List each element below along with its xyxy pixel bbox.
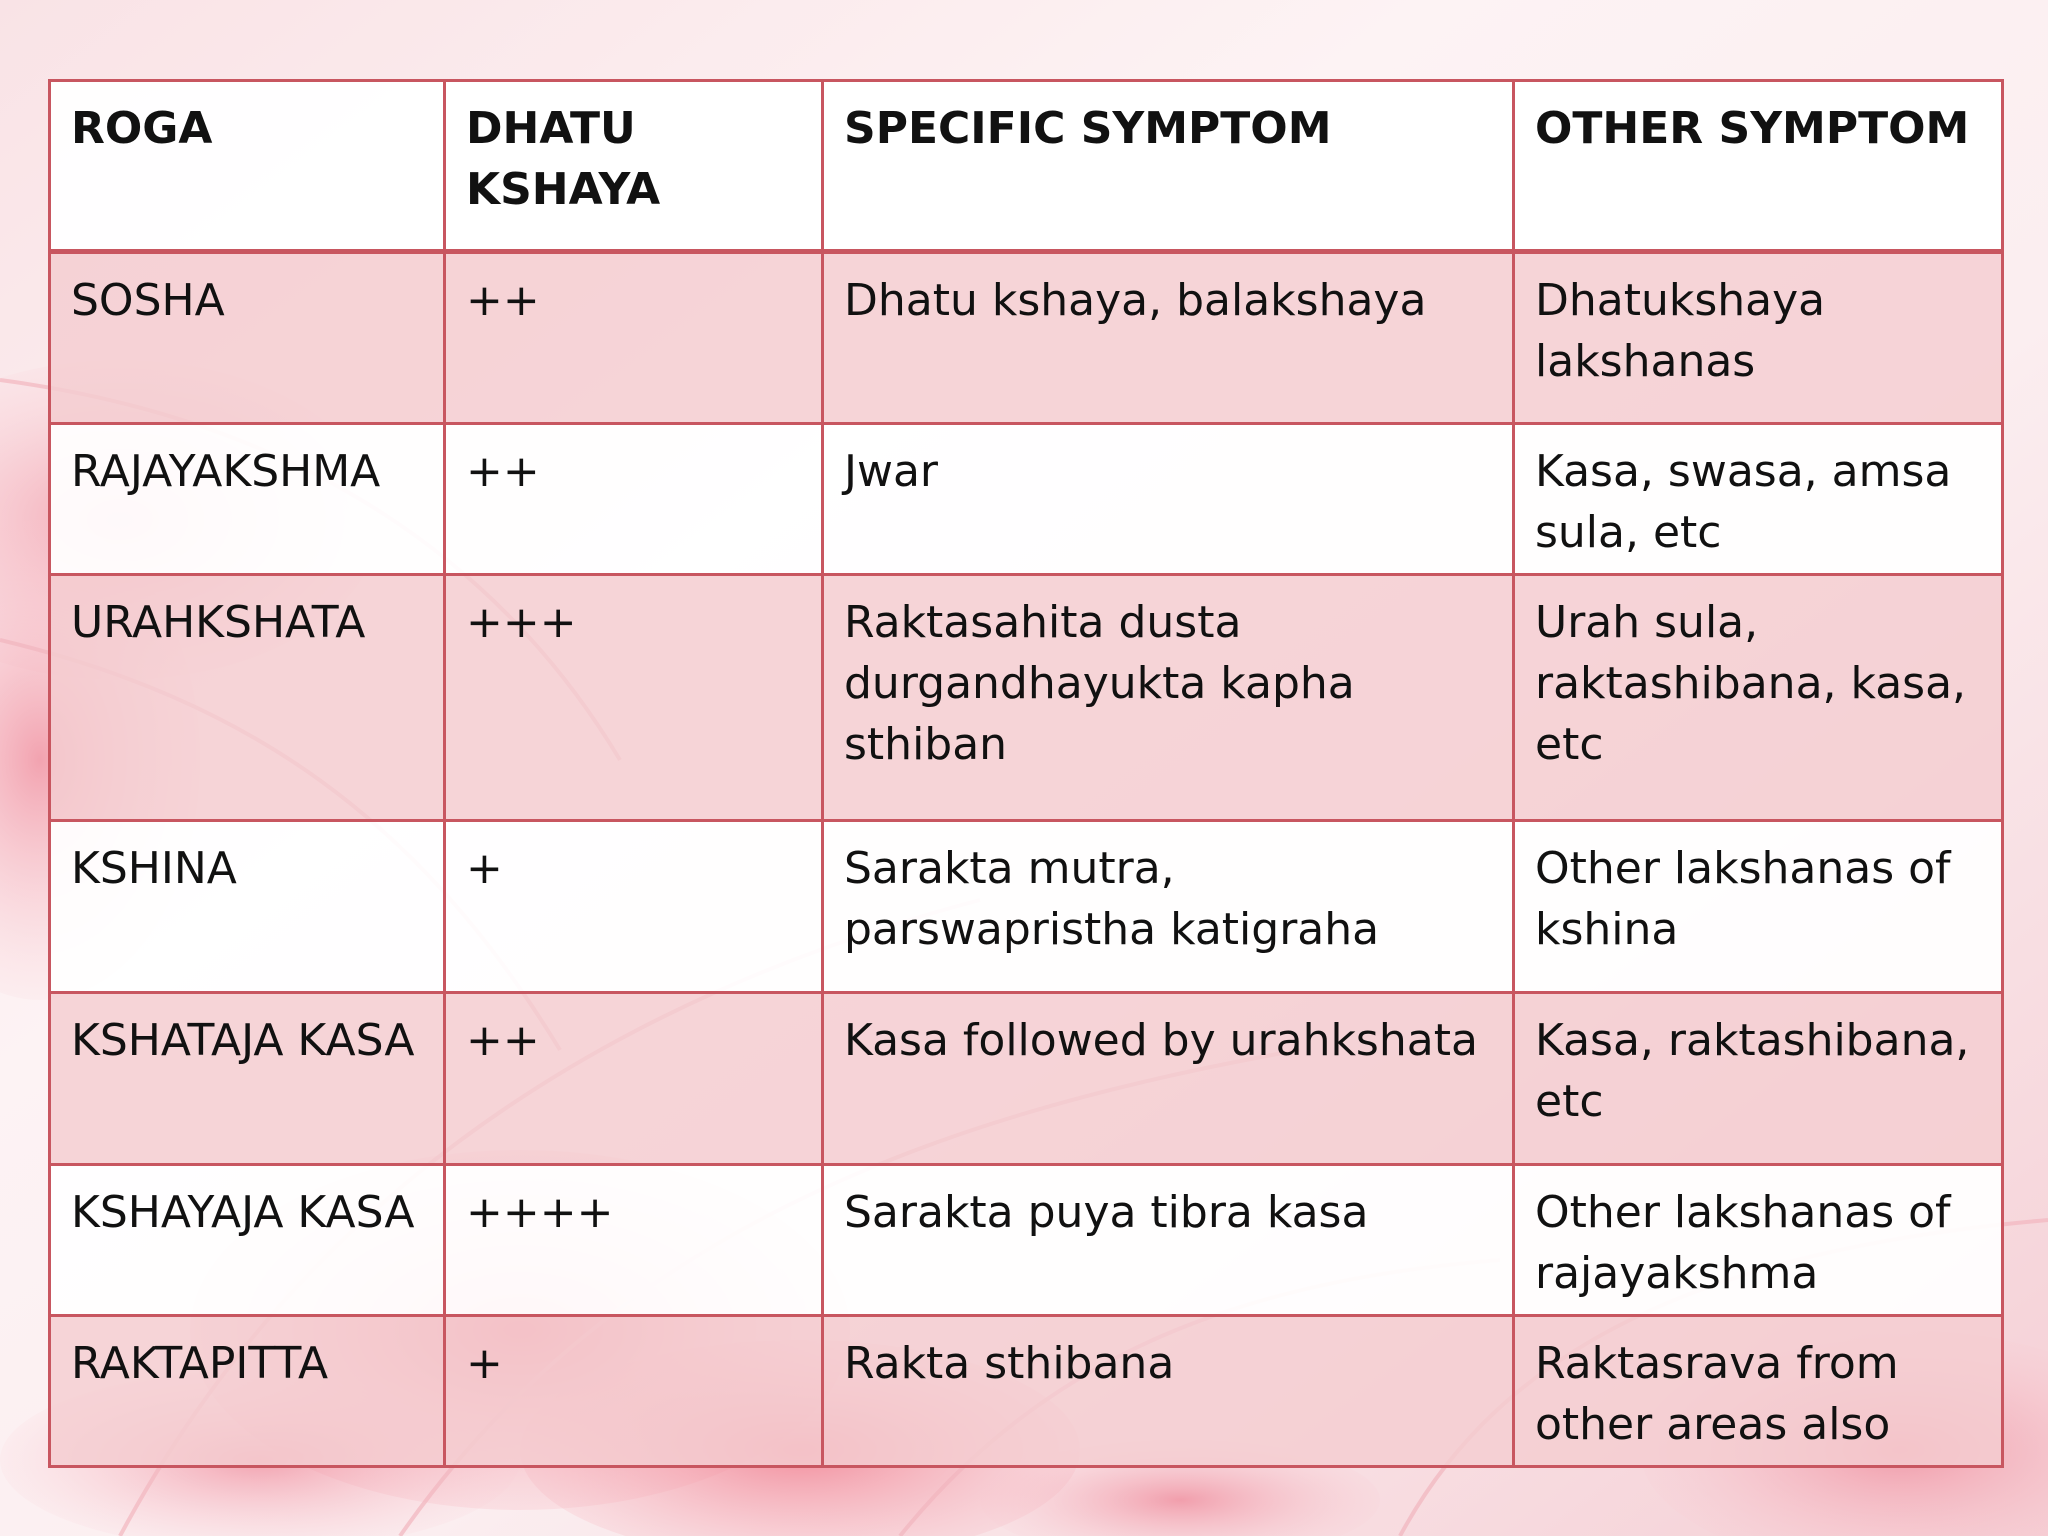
cell-other-symptom: Dhatukshaya lakshanas	[1514, 252, 2003, 424]
cell-other-symptom: Other lakshanas of rajayakshma	[1514, 1165, 2003, 1316]
table-row	[50, 1165, 2003, 1316]
cell-specific-symptom: Raktasahita dusta durgandhayukta kapha sthiban	[823, 575, 1514, 821]
cell-roga: KSHAYAJA KASA	[50, 1165, 445, 1316]
table-row	[50, 1316, 2003, 1467]
cell-roga: URAHKSHATA	[50, 575, 445, 821]
cell-other-symptom: Raktasrava from other areas also	[1514, 1316, 2003, 1467]
cell-dhatu-kshaya: ++++	[445, 1165, 823, 1316]
cell-dhatu-kshaya: ++	[445, 252, 823, 424]
header-specific-symptom: SPECIFIC SYMPTOM	[823, 81, 1514, 252]
cell-dhatu-kshaya: +	[445, 1316, 823, 1467]
cell-roga: RAJAYAKSHMA	[50, 424, 445, 575]
table-row	[50, 252, 2003, 424]
header-other-symptom: OTHER SYMPTOM	[1514, 81, 2003, 252]
cell-other-symptom: Other lakshanas of kshina	[1514, 821, 2003, 993]
cell-specific-symptom: Dhatu kshaya, balakshaya	[823, 252, 1514, 424]
dhatu-kshaya-comparison-table	[48, 79, 2004, 1468]
table-row	[50, 993, 2003, 1165]
table-row	[50, 821, 2003, 993]
cell-specific-symptom: Jwar	[823, 424, 1514, 575]
cell-specific-symptom: Sarakta mutra, parswapristha katigraha	[823, 821, 1514, 993]
table-header-row	[50, 81, 2003, 252]
cell-roga: SOSHA	[50, 252, 445, 424]
header-roga: ROGA	[50, 81, 445, 252]
cell-roga: KSHINA	[50, 821, 445, 993]
cell-specific-symptom: Rakta sthibana	[823, 1316, 1514, 1467]
cell-dhatu-kshaya: +++	[445, 575, 823, 821]
cell-specific-symptom: Kasa followed by urahkshata	[823, 993, 1514, 1165]
cell-other-symptom: Kasa, raktashibana, etc	[1514, 993, 2003, 1165]
cell-other-symptom: Kasa, swasa, amsa sula, etc	[1514, 424, 2003, 575]
cell-dhatu-kshaya: +	[445, 821, 823, 993]
cell-specific-symptom: Sarakta puya tibra kasa	[823, 1165, 1514, 1316]
cell-roga: RAKTAPITTA	[50, 1316, 445, 1467]
table-container	[48, 79, 2001, 1468]
cell-other-symptom: Urah sula, raktashibana, kasa, etc	[1514, 575, 2003, 821]
cell-dhatu-kshaya: ++	[445, 424, 823, 575]
table-row	[50, 424, 2003, 575]
table-row	[50, 575, 2003, 821]
cell-roga: KSHATAJA KASA	[50, 993, 445, 1165]
cell-dhatu-kshaya: ++	[445, 993, 823, 1165]
header-dhatu-kshaya: DHATU KSHAYA	[445, 81, 823, 252]
